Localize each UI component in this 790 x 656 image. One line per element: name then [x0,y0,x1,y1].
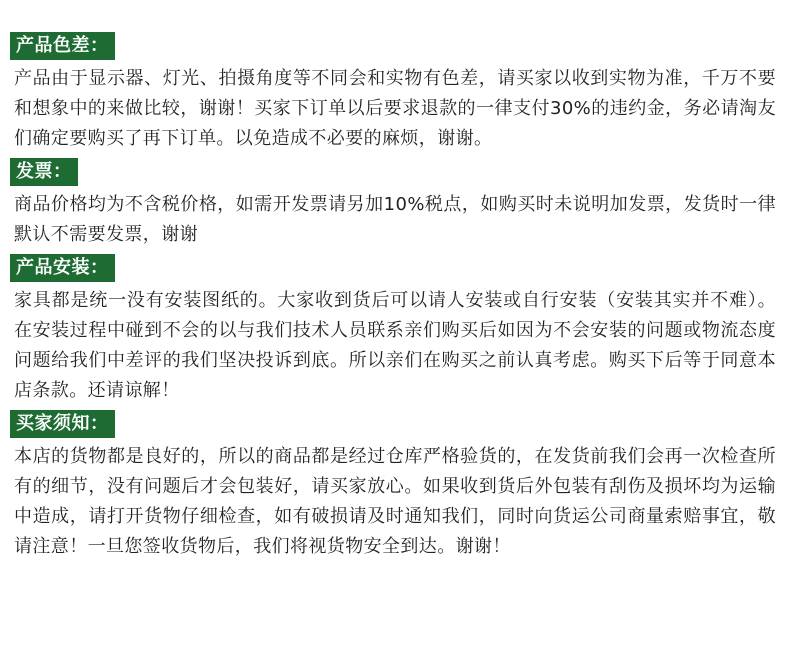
section-buyer-notice [10,410,780,562]
section-body: 家具都是统一没有安装图纸的。大家收到货后可以请人安装或自行安装（安装其实并不难）。在安装过程中碰到不会的以与我们技术人员联系亲们购买后如因为不会安装的问题或物流态度问题给我们中差评的我们坚决投诉到底。所以亲们在购买之前认真考虑。购买下后等于同意本店条款。还请谅解！ [14,290,776,401]
section-body: 产品由于显示器、灯光、拍摄角度等不同会和实物有色差，请买家以收到实物为准，千万不要和想象中的来做比较，谢谢！买家下订单以后要求退款的一律支付30%的违约金，务必请淘友们确定要购买了再下订单。以免造成不必要的麻烦，谢谢。 [14,68,776,149]
section-heading: 产品安装： [10,254,115,282]
section-installation [10,254,780,406]
section-body: 本店的货物都是良好的，所以的商品都是经过仓库严格验货的，在发货前我们会再一次检查所有的细节，没有问题后才会包装好，请买家放心。如果收到货后外包装有刮伤及损坏均为运输中造成，请打开货物仔细检查，如有破损请及时通知我们，同时向货运公司商量索赔事宜，敬请注意！一旦您签收货物后，我们将视货物安全到达。谢谢！ [14,446,776,557]
section-color-difference [10,32,780,154]
section-heading: 发票： [10,158,78,186]
section-body: 商品价格均为不含税价格，如需开发票请另加10%税点，如购买时未说明加发票，发货时一律默认不需要发票，谢谢 [14,194,776,245]
section-heading: 买家须知： [10,410,115,438]
section-heading: 产品色差： [10,32,115,60]
section-invoice [10,158,780,250]
